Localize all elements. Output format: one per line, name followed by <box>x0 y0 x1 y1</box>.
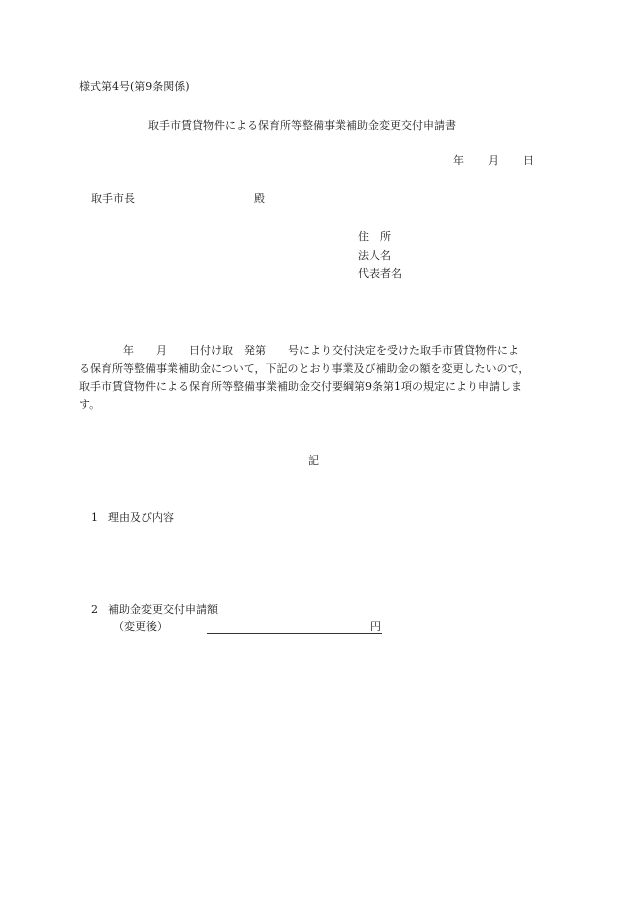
amount-field[interactable] <box>207 633 382 634</box>
body-line: す。 <box>79 398 101 411</box>
amount-sub-label: （変更後） <box>113 620 168 633</box>
form-number: 様式第4号(第9条関係) <box>79 80 190 93</box>
body-line: る保育所等整備事業補助金について，下記のとおり事業及び補助金の額を変更したいので， <box>79 362 530 375</box>
addressee-name: 取手市長 <box>91 192 135 205</box>
applicant-address-label: 住 所 <box>358 230 391 243</box>
date-day-label: 日 <box>523 154 534 167</box>
date-month-label: 月 <box>488 154 499 167</box>
ki-heading: 記 <box>308 454 319 467</box>
amount-unit: 円 <box>370 620 381 633</box>
applicant-corporation-label: 法人名 <box>358 249 391 262</box>
applicant-representative-label: 代表者名 <box>358 267 402 280</box>
body-line: 取手市賃貸物件による保育所等整備事業補助金交付要綱第9条第1項の規定により申請しま <box>79 380 522 393</box>
document-title: 取手市賃貸物件による保育所等整備事業補助金変更交付申請書 <box>148 119 456 132</box>
body-paragraph <box>79 342 549 414</box>
body-line: 年 月 日付け取 発第 号により交付決定を受けた取手市賃貸物件によ <box>79 344 519 357</box>
date-year-label: 年 <box>453 154 464 167</box>
item-label: 理由及び内容 <box>108 511 174 524</box>
item-number: 1 <box>91 511 98 524</box>
item-label: 補助金変更交付申請額 <box>108 603 218 616</box>
addressee-honorific: 殿 <box>254 192 265 205</box>
item-number: 2 <box>91 603 98 616</box>
